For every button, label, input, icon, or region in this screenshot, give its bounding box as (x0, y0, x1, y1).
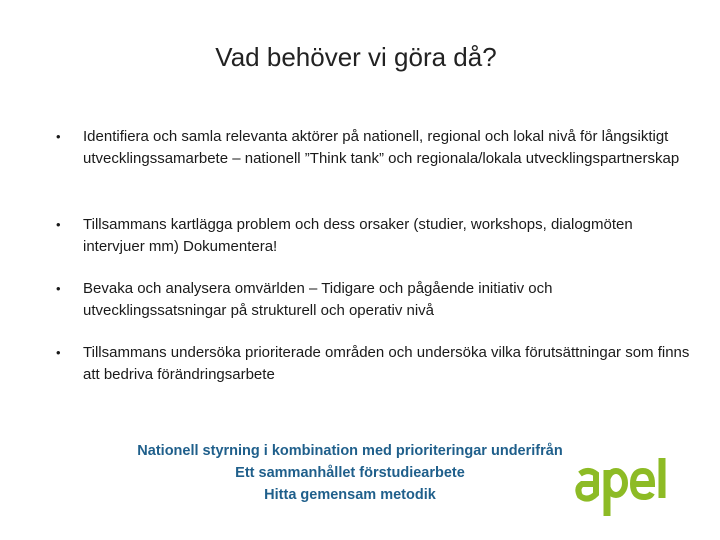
slide-title: Vad behöver vi göra då? (215, 42, 497, 72)
bullet-glyph: • (56, 345, 61, 360)
bullet-text: Identifiera och samla relevanta aktörer på nationell, regional och lokal nivå för långsiktigt utvecklingssamarbete – nationell ”Think tank” och regionala/lokala utvecklingspartnerskap (83, 128, 680, 167)
bullet-text: Bevaka och analysera omvärlden – Tidigare och pågående initiativ och utvecklingssatsningar på strukturell och operativ nivå (83, 280, 553, 319)
bullet-glyph: • (56, 217, 61, 232)
footer-line: Nationell styrning i kombination med prioriteringar underifrån (137, 443, 563, 459)
bullet-text: Tillsammans kartlägga problem och dess orsaker (studier, workshops, dialogmöten intervjuer mm) Dokumentera! (83, 216, 633, 255)
apel-logo (574, 456, 688, 520)
footer-line: Ett sammanhållet förstudiearbete (235, 465, 465, 481)
bullet-text: Tillsammans undersöka prioriterade områden och undersöka vilka förutsättningar som finns att bedriva förändringsarbete (83, 344, 690, 383)
footer-statement (100, 440, 600, 506)
footer-line: Hitta gemensam metodik (264, 487, 436, 503)
bullet-glyph: • (56, 129, 61, 144)
bullet-glyph: • (56, 281, 61, 296)
